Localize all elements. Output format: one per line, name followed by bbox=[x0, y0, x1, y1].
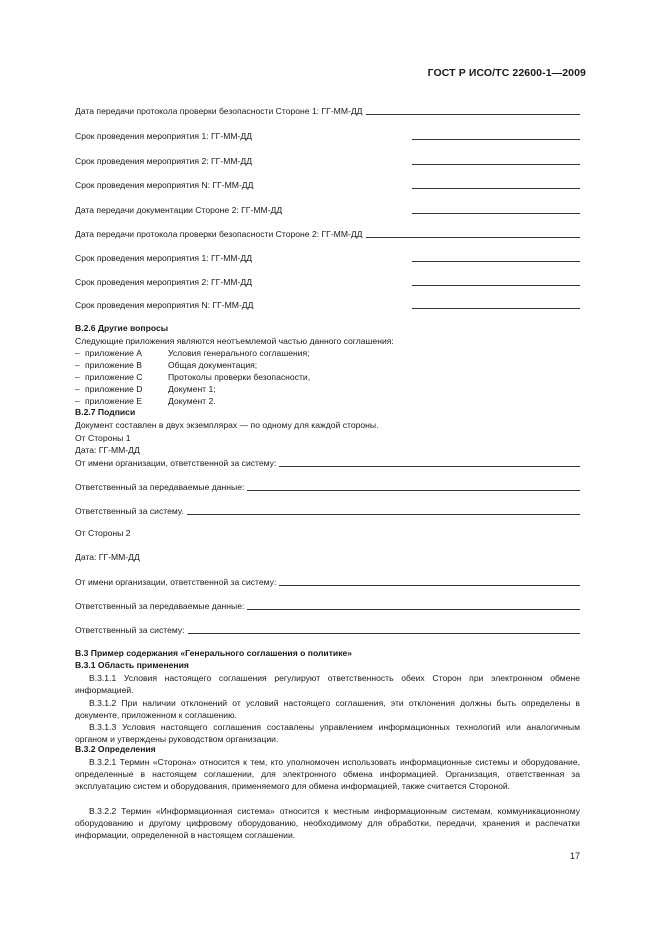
form-line-label: Срок проведения мероприятия 2: ГГ-ММ-ДД bbox=[75, 277, 253, 287]
party2-data-resp-line bbox=[75, 599, 580, 611]
form-line-blank[interactable] bbox=[412, 179, 580, 189]
form-line-blank[interactable] bbox=[412, 299, 580, 309]
party1-data-resp-blank[interactable] bbox=[247, 481, 580, 491]
section-heading-b32: В.3.2 Определения bbox=[75, 744, 156, 754]
party1-sys-resp-blank[interactable] bbox=[187, 505, 580, 515]
form-line-top bbox=[75, 251, 580, 263]
appendix-list-item bbox=[75, 360, 475, 372]
list-dash: – bbox=[75, 348, 80, 358]
form-line-blank[interactable] bbox=[366, 105, 580, 115]
form-line-blank[interactable] bbox=[412, 155, 580, 165]
document-code: ГОСТ Р ИСО/ТС 22600-1—2009 bbox=[427, 67, 586, 79]
party1-data-resp-label: Ответственный за передаваемые данные: bbox=[75, 482, 245, 492]
appendix-list-item bbox=[75, 348, 475, 360]
party1-org-blank[interactable] bbox=[279, 457, 580, 467]
appendix-list-item bbox=[75, 384, 475, 396]
appendix-description: Документ 1; bbox=[168, 384, 216, 394]
party1-sys-resp-line bbox=[75, 504, 580, 516]
list-dash: – bbox=[75, 396, 80, 406]
form-line-label: Дата передачи протокола проверки безопасности Стороне 2: ГГ-ММ-ДД bbox=[75, 229, 363, 239]
party2-data-resp-label: Ответственный за передаваемые данные: bbox=[75, 601, 245, 611]
form-line-label: Срок проведения мероприятия 1: ГГ-ММ-ДД bbox=[75, 253, 253, 263]
form-line-top bbox=[75, 154, 580, 166]
party2-org-label: От имени организации, ответственной за систему: bbox=[75, 577, 277, 587]
appendix-description: Протоколы проверки безопасности, bbox=[168, 372, 311, 382]
section-heading-b31: В.3.1 Область применения bbox=[75, 660, 189, 670]
appendix-name: приложение В bbox=[85, 360, 143, 370]
party1-label: От Стороны 1 bbox=[75, 433, 131, 443]
form-line-top bbox=[75, 227, 580, 239]
party2-label: От Стороны 2 bbox=[75, 528, 131, 538]
party2-org-blank[interactable] bbox=[279, 576, 580, 586]
page-number: 17 bbox=[569, 851, 580, 861]
form-line-top bbox=[75, 275, 580, 287]
appendices-intro: Следующие приложения являются неотъемлемой частью данного соглашения: bbox=[75, 336, 394, 346]
appendix-list-item bbox=[75, 372, 475, 384]
form-line-top bbox=[75, 178, 580, 190]
form-line-blank[interactable] bbox=[412, 130, 580, 140]
form-line-blank[interactable] bbox=[412, 252, 580, 262]
list-dash: – bbox=[75, 384, 80, 394]
form-line-blank[interactable] bbox=[366, 228, 580, 238]
form-line-label: Дата передачи документации Стороне 2: ГГ-ММ-ДД bbox=[75, 205, 283, 215]
form-line-label: Срок проведения мероприятия N: ГГ-ММ-ДД bbox=[75, 180, 254, 190]
paragraph-b311: В.3.1.1 Условия настоящего соглашения регулируют ответственность обеих Сторон при электронном обмене информацией. bbox=[75, 673, 580, 696]
form-line-label: Срок проведения мероприятия 1: ГГ-ММ-ДД bbox=[75, 131, 253, 141]
paragraph-b322: В.3.2.2 Термин «Информационная система» относится к местным информационным системам, коммуникационному оборудованию и другому цифровому оборудованию, необходимому для обработки, передачи, хранения и распечатки информации, определенной в настоящем соглашении. bbox=[75, 806, 580, 841]
form-line-label: Срок проведения мероприятия 2: ГГ-ММ-ДД bbox=[75, 156, 253, 166]
list-dash: – bbox=[75, 360, 80, 370]
form-line-top bbox=[75, 104, 580, 116]
party1-org-label: От имени организации, ответственной за систему: bbox=[75, 458, 277, 468]
party2-org-line bbox=[75, 575, 580, 587]
party2-sys-resp-label: Ответственный за систему: bbox=[75, 625, 185, 635]
copies-text: Документ составлен в двух экземплярах — по одному для каждой стороны. bbox=[75, 420, 379, 430]
appendix-name: приложение D bbox=[85, 384, 143, 394]
appendix-description: Документ 2. bbox=[168, 396, 216, 406]
section-heading-b3: В.3 Пример содержания «Генерального соглашения о политике» bbox=[75, 648, 353, 658]
party1-sys-resp-label: Ответственный за систему. bbox=[75, 506, 184, 516]
section-heading-b27: В.2.7 Подписи bbox=[75, 407, 136, 417]
appendix-name: приложение А bbox=[85, 348, 143, 358]
party1-data-resp-line bbox=[75, 480, 580, 492]
form-line-top bbox=[75, 129, 580, 141]
party2-sys-resp-line bbox=[75, 623, 580, 635]
form-line-top bbox=[75, 203, 580, 215]
party2-date: Дата: ГГ-ММ-ДД bbox=[75, 552, 140, 562]
form-line-blank[interactable] bbox=[412, 276, 580, 286]
appendix-name: приложение С bbox=[85, 372, 143, 382]
party1-org-line bbox=[75, 456, 580, 468]
form-line-label: Срок проведения мероприятия N: ГГ-ММ-ДД bbox=[75, 300, 254, 310]
party1-date: Дата: ГГ-ММ-ДД bbox=[75, 445, 140, 455]
appendix-name: приложение Е bbox=[85, 396, 143, 406]
list-dash: – bbox=[75, 372, 80, 382]
party2-sys-resp-blank[interactable] bbox=[188, 624, 580, 634]
section-heading-b26: В.2.6 Другие вопросы bbox=[75, 323, 169, 333]
appendix-description: Общая документация; bbox=[168, 360, 258, 370]
appendix-description: Условия генерального соглашения; bbox=[168, 348, 310, 358]
paragraph-b312: В.3.1.2 При наличии отклонений от условий настоящего соглашения, эти отклонения должны быть определены в документе, приложенном к соглашению. bbox=[75, 698, 580, 721]
party2-data-resp-blank[interactable] bbox=[247, 600, 580, 610]
form-line-top bbox=[75, 298, 580, 310]
paragraph-b321: В.3.2.1 Термин «Сторона» относится к тем, кто уполномочен использовать информационные системы и оборудование, определенные в настоящем соглашении, для электронного обмена информацией. Организация, ответственная за эксплуатацию систем и оборудования, применяемого для обмена информацией, также считается Стороной. bbox=[75, 757, 580, 792]
form-line-blank[interactable] bbox=[412, 204, 580, 214]
paragraph-b313: В.3.1.3 Условия настоящего соглашения составлены управлением информационных технологий или аналогичным органом и утверждены руководством организации. bbox=[75, 722, 580, 745]
form-line-label: Дата передачи протокола проверки безопасности Стороне 1: ГГ-ММ-ДД bbox=[75, 106, 363, 116]
